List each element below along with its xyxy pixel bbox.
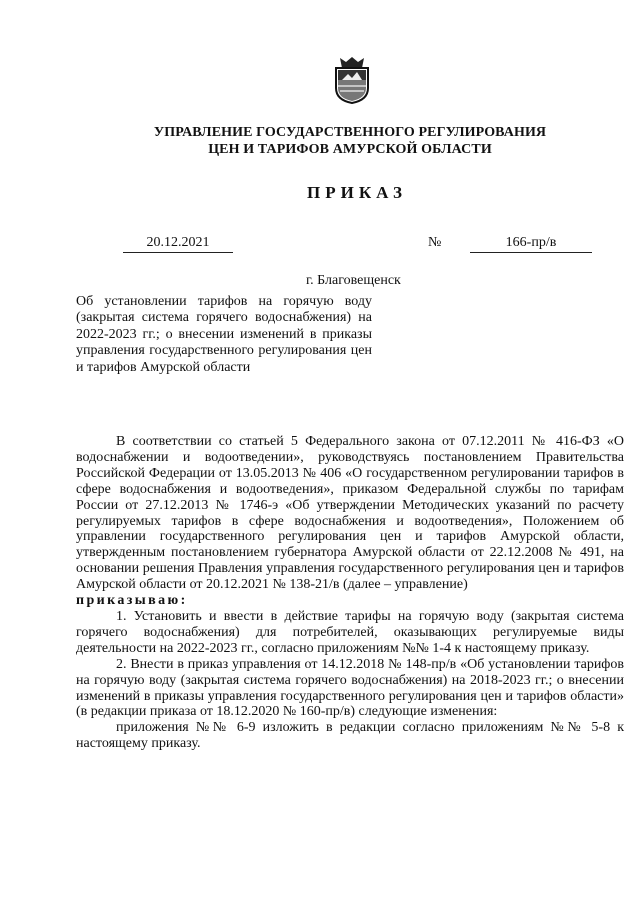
agency-name-line1: УПРАВЛЕНИЕ ГОСУДАРСТВЕННОГО РЕГУЛИРОВАНИЯ xyxy=(153,125,547,140)
order-body xyxy=(76,434,624,752)
coat-of-arms-emblem xyxy=(332,56,372,104)
city-name: г. Благовещенск xyxy=(306,273,401,288)
order-date: 20.12.2021 xyxy=(123,234,233,253)
number-sign: № xyxy=(428,235,442,250)
document-title: ПРИКАЗ xyxy=(307,183,407,202)
order-number: 166-пр/в xyxy=(470,234,592,253)
preamble-paragraph: В соответствии со статьей 5 Федерального закона от 07.12.2011 № 416-ФЗ «О водоснабжении и водоотведении», руководствуясь постановлением Правительства Российской Федерации от 13.05.2013 № 406 «О государственном регулировании тарифов в сфере водоснабжения и водоотведения», приказом Федеральной службы по тарифам России от 27.12.2013 № 1746-э «Об утверждении Методических указаний по расчету регулируемых тарифов в сфере водоснабжения и водоотведения», Положением об управлении государственного регулирования цен и тарифов Амурской области, утвержденным постановлением губернатора Амурской области от 22.12.2008 № 491, на основании решения Правления управления государственного регулирования цен и тарифов Амурской области от 20.12.2021 № 138-21/в (далее – управление) xyxy=(76,434,624,593)
item-1-paragraph: 1. Установить и ввести в действие тарифы на горячую воду (закрытая система горячего водоснабжения) для потребителей, оказывающих регулируемые виды деятельности на 2022-2023 гг., согласно приложениям №№ 1-4 к настоящему приказу. xyxy=(76,608,624,656)
item-2-paragraph: 2. Внести в приказ управления от 14.12.2018 № 148-пр/в «Об установлении тарифов на горячую воду (закрытая система горячего водоснабжения) на 2018-2023 гг.; о внесении изменений в приказы управления государственного регулирования цен и тарифов области» (в редакции приказа от 18.12.2020 № 160-пр/в) следующие изменения: xyxy=(76,656,624,720)
agency-name-line2: ЦЕН И ТАРИФОВ АМУРСКОЙ ОБЛАСТИ xyxy=(208,142,492,157)
order-subject: Об установлении тарифов на горячую воду (закрытая система горячего водоснабжения) на 2022-2023 гг.; о внесении изменений в приказы управления государственного регулирования цен и тарифов Амурской области xyxy=(76,294,372,375)
order-word: приказываю: xyxy=(76,593,188,609)
item-2-detail-paragraph: приложения №№ 6-9 изложить в редакции согласно приложениям №№ 5-8 к настоящему приказу. xyxy=(76,720,624,752)
